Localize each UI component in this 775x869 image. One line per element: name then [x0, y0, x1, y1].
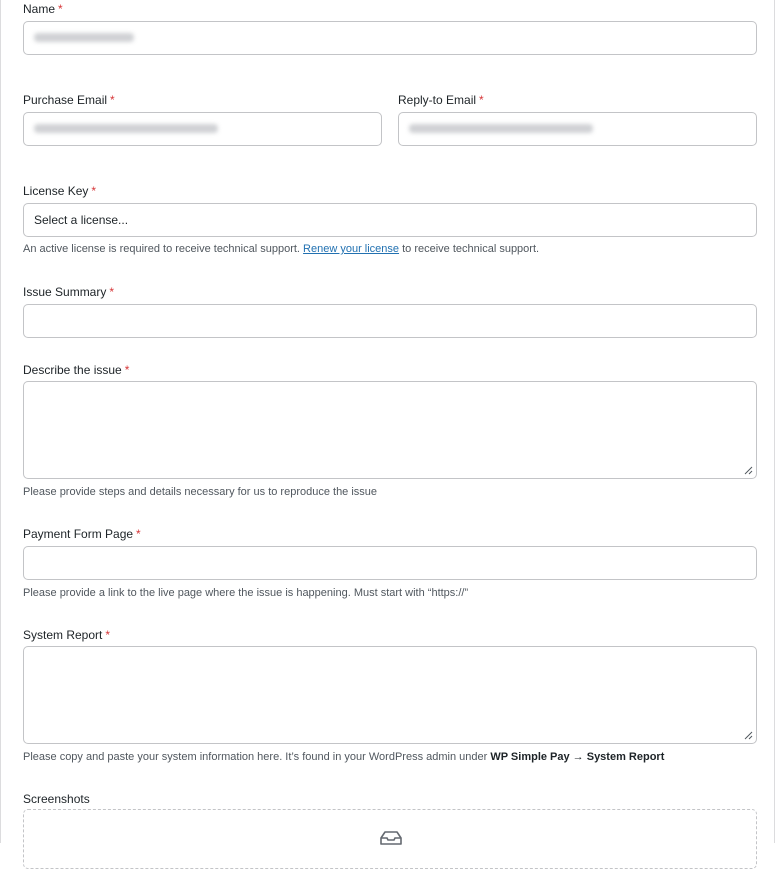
blurred-value — [34, 33, 134, 42]
system-report-help: Please copy and paste your system information here. It’s found in your WordPress admin under WP Simple Pay → System Report — [23, 751, 665, 763]
system-report-label: System Report * — [23, 628, 111, 642]
name-input[interactable] — [23, 21, 757, 55]
describe-issue-textarea[interactable] — [23, 381, 757, 479]
describe-issue-label: Describe the issue * — [23, 363, 130, 377]
issue-summary-input[interactable] — [23, 304, 757, 338]
license-select-value: Select a license... — [34, 213, 129, 227]
resize-grip-icon[interactable] — [743, 465, 753, 475]
upload-tray-icon — [378, 830, 404, 846]
name-label: Name * — [23, 2, 63, 16]
payment-form-page-help: Please provide a link to the live page where the issue is happening. Must start with “https://” — [23, 587, 469, 599]
screenshots-label: Screenshots — [23, 792, 90, 806]
payment-form-page-input[interactable] — [23, 546, 757, 580]
issue-summary-label: Issue Summary * — [23, 285, 115, 299]
resize-grip-icon[interactable] — [743, 730, 753, 740]
blurred-value — [409, 124, 593, 133]
screenshots-dropzone[interactable] — [23, 809, 757, 869]
license-key-label: License Key * — [23, 184, 97, 198]
system-report-textarea[interactable] — [23, 646, 757, 744]
reply-to-email-label: Reply-to Email * — [398, 93, 484, 107]
payment-form-page-label: Payment Form Page * — [23, 527, 141, 541]
license-help-text: An active license is required to receive technical support. Renew your license to receive technical support. — [23, 243, 540, 255]
reply-to-email-input[interactable] — [398, 112, 757, 146]
renew-license-link[interactable]: Renew your license — [303, 243, 400, 255]
describe-issue-help: Please provide steps and details necessary for us to reproduce the issue — [23, 486, 378, 498]
license-key-select[interactable] — [23, 203, 757, 237]
required-marker: * — [58, 2, 63, 16]
purchase-email-label: Purchase Email * — [23, 93, 115, 107]
purchase-email-input[interactable] — [23, 112, 382, 146]
blurred-value — [34, 124, 218, 133]
